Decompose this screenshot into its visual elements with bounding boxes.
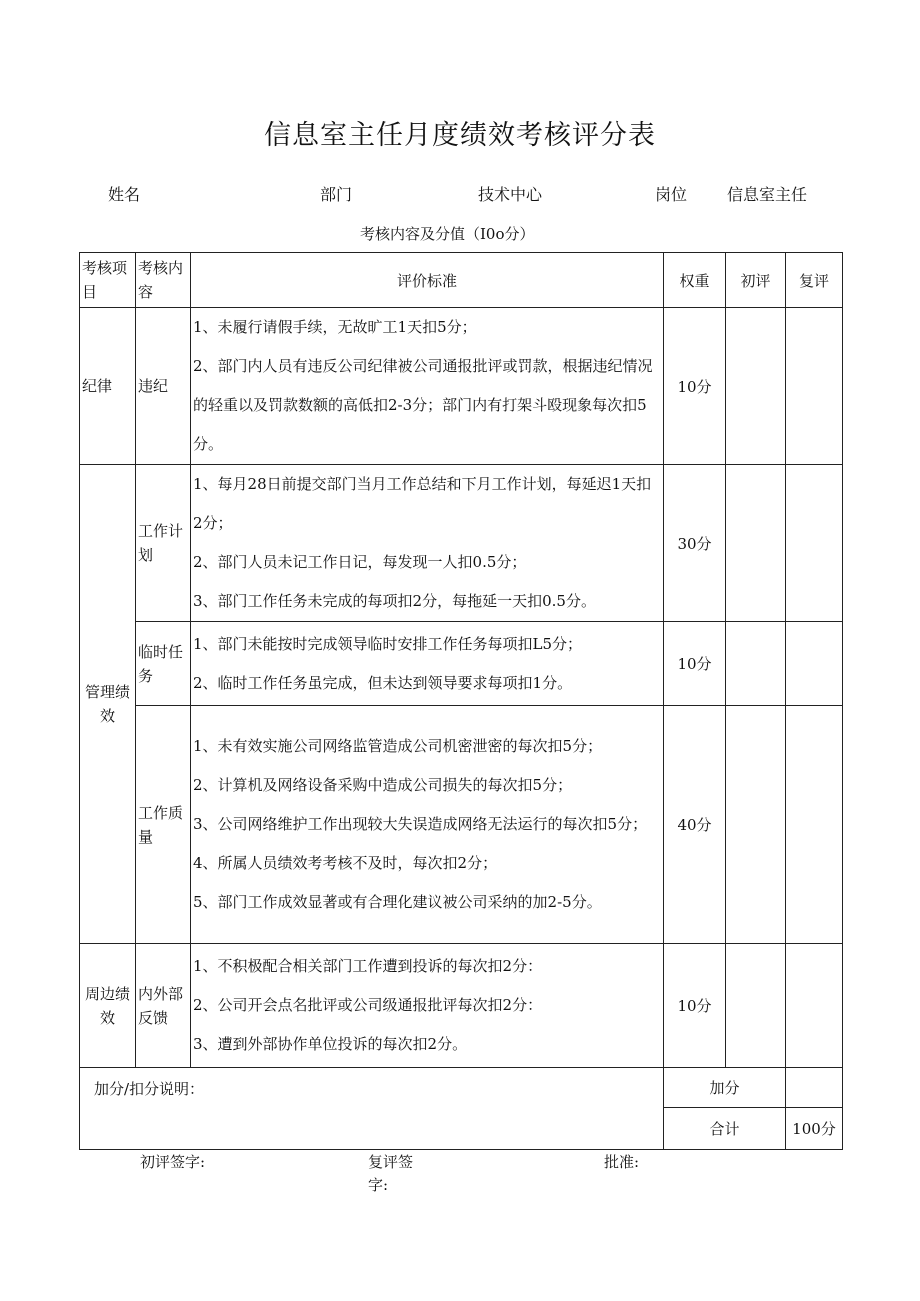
criteria-line: 1、部门未能按时完成领导临时安排工作任务每项扣L5分； <box>193 634 583 653</box>
name-label: 姓名 <box>108 185 141 204</box>
dept-value: 技术中心 <box>478 185 543 204</box>
approve-signature-label: 批准: <box>604 1153 640 1171</box>
table-caption: 考核内容及分值（I0o分） <box>360 225 535 243</box>
table-row <box>80 465 843 622</box>
criteria-line: 3、遭到外部协作单位投诉的每次扣2分。 <box>193 1035 468 1053</box>
content-cell: 工作计划 <box>136 465 191 622</box>
weight-cell: 10分 <box>664 622 726 706</box>
criteria-line: 1、未有效实施公司网络监管造成公司机密泄密的每次扣5分； <box>193 737 603 755</box>
criteria-line: 1、每月28日前提交部门当月工作总结和下月工作计划，每延迟1天扣2分； <box>193 475 652 532</box>
criteria-line: 1、未履行请假手续，无故旷工1天扣5分； <box>193 318 477 336</box>
note-cell[interactable] <box>80 1068 664 1150</box>
page-title: 信息室主任月度绩效考核评分表 <box>264 120 656 151</box>
content-cell: 临时任务 <box>136 622 191 706</box>
criteria-cell <box>191 706 664 944</box>
criteria-line: 4、所属人员绩效考考核不及时，每次扣2分； <box>193 854 498 872</box>
first-review-cell[interactable] <box>726 622 786 706</box>
header-category: 考核项目 <box>80 253 136 308</box>
weight-cell: 30分 <box>664 465 726 622</box>
note-label: 加分/扣分说明： <box>94 1080 205 1098</box>
criteria-line: 2、临时工作任务虽完成，但未达到领导要求每项扣1分。 <box>193 673 573 692</box>
header-first-review: 初评 <box>726 253 786 308</box>
criteria-cell <box>191 944 664 1068</box>
total-value: 100分 <box>786 1108 843 1150</box>
category-cell: 管理绩效 <box>80 465 136 944</box>
header-content: 考核内容 <box>136 253 191 308</box>
category-cell: 纪律 <box>80 308 136 465</box>
second-signature-label: 复评签字: <box>368 1153 414 1194</box>
table-row <box>80 706 843 944</box>
first-review-cell[interactable] <box>726 706 786 944</box>
criteria-cell <box>191 465 664 622</box>
weight-cell: 10分 <box>664 308 726 465</box>
table-row <box>80 944 843 1068</box>
criteria-line: 2、公司开会点名批评或公司级通报批评每次扣2分： <box>193 996 543 1014</box>
header-weight: 权重 <box>664 253 726 308</box>
first-review-cell[interactable] <box>726 465 786 622</box>
content-cell: 工作质量 <box>136 706 191 944</box>
table-row <box>80 622 843 706</box>
second-review-cell[interactable] <box>786 622 843 706</box>
criteria-line: 2、计算机及网络设备采购中造成公司损失的每次扣5分； <box>193 776 573 794</box>
evaluation-table <box>79 252 843 1150</box>
weight-cell: 10分 <box>664 944 726 1068</box>
dept-label: 部门 <box>320 185 353 204</box>
second-review-cell[interactable] <box>786 465 843 622</box>
second-review-cell[interactable] <box>786 944 843 1068</box>
second-review-cell[interactable] <box>786 308 843 465</box>
header-criteria: 评价标准 <box>191 253 664 308</box>
category-cell: 周边绩效 <box>80 944 136 1068</box>
weight-cell: 40分 <box>664 706 726 944</box>
first-review-cell[interactable] <box>726 308 786 465</box>
content-cell: 违纪 <box>136 308 191 465</box>
criteria-cell <box>191 308 664 465</box>
criteria-line: 3、公司网络维护工作出现较大失误造成网络无法运行的每次扣5分； <box>193 815 648 833</box>
first-signature-label: 初评签字: <box>140 1153 206 1171</box>
criteria-line: 3、部门工作任务未完成的每项扣2分，每拖延一天扣0.5分。 <box>193 592 596 610</box>
criteria-line: 1、不积极配合相关部门工作遭到投诉的每次扣2分： <box>193 957 543 975</box>
first-review-cell[interactable] <box>726 944 786 1068</box>
criteria-cell <box>191 622 664 706</box>
content-cell: 内外部反馈 <box>136 944 191 1068</box>
bonus-label: 加分 <box>664 1068 786 1108</box>
criteria-line: 2、部门内人员有违反公司纪律被公司通报批评或罚款，根据违纪情况的轻重以及罚款数额的高低扣2-3分；部门内有打架斗殴现象每次扣5分。 <box>193 357 653 453</box>
criteria-line: 5、部门工作成效显著或有合理化建议被公司采纳的加2-5分。 <box>193 893 602 911</box>
total-label: 合计 <box>664 1108 786 1150</box>
bonus-value-cell[interactable] <box>786 1068 843 1108</box>
header-row <box>80 253 843 308</box>
post-value: 信息室主任 <box>727 185 808 204</box>
bonus-row <box>80 1068 843 1108</box>
table-row <box>80 308 843 465</box>
header-second-review: 复评 <box>786 253 843 308</box>
post-label: 岗位 <box>655 185 688 204</box>
second-review-cell[interactable] <box>786 706 843 944</box>
criteria-line: 2、部门人员未记工作日记，每发现一人扣0.5分； <box>193 553 527 571</box>
